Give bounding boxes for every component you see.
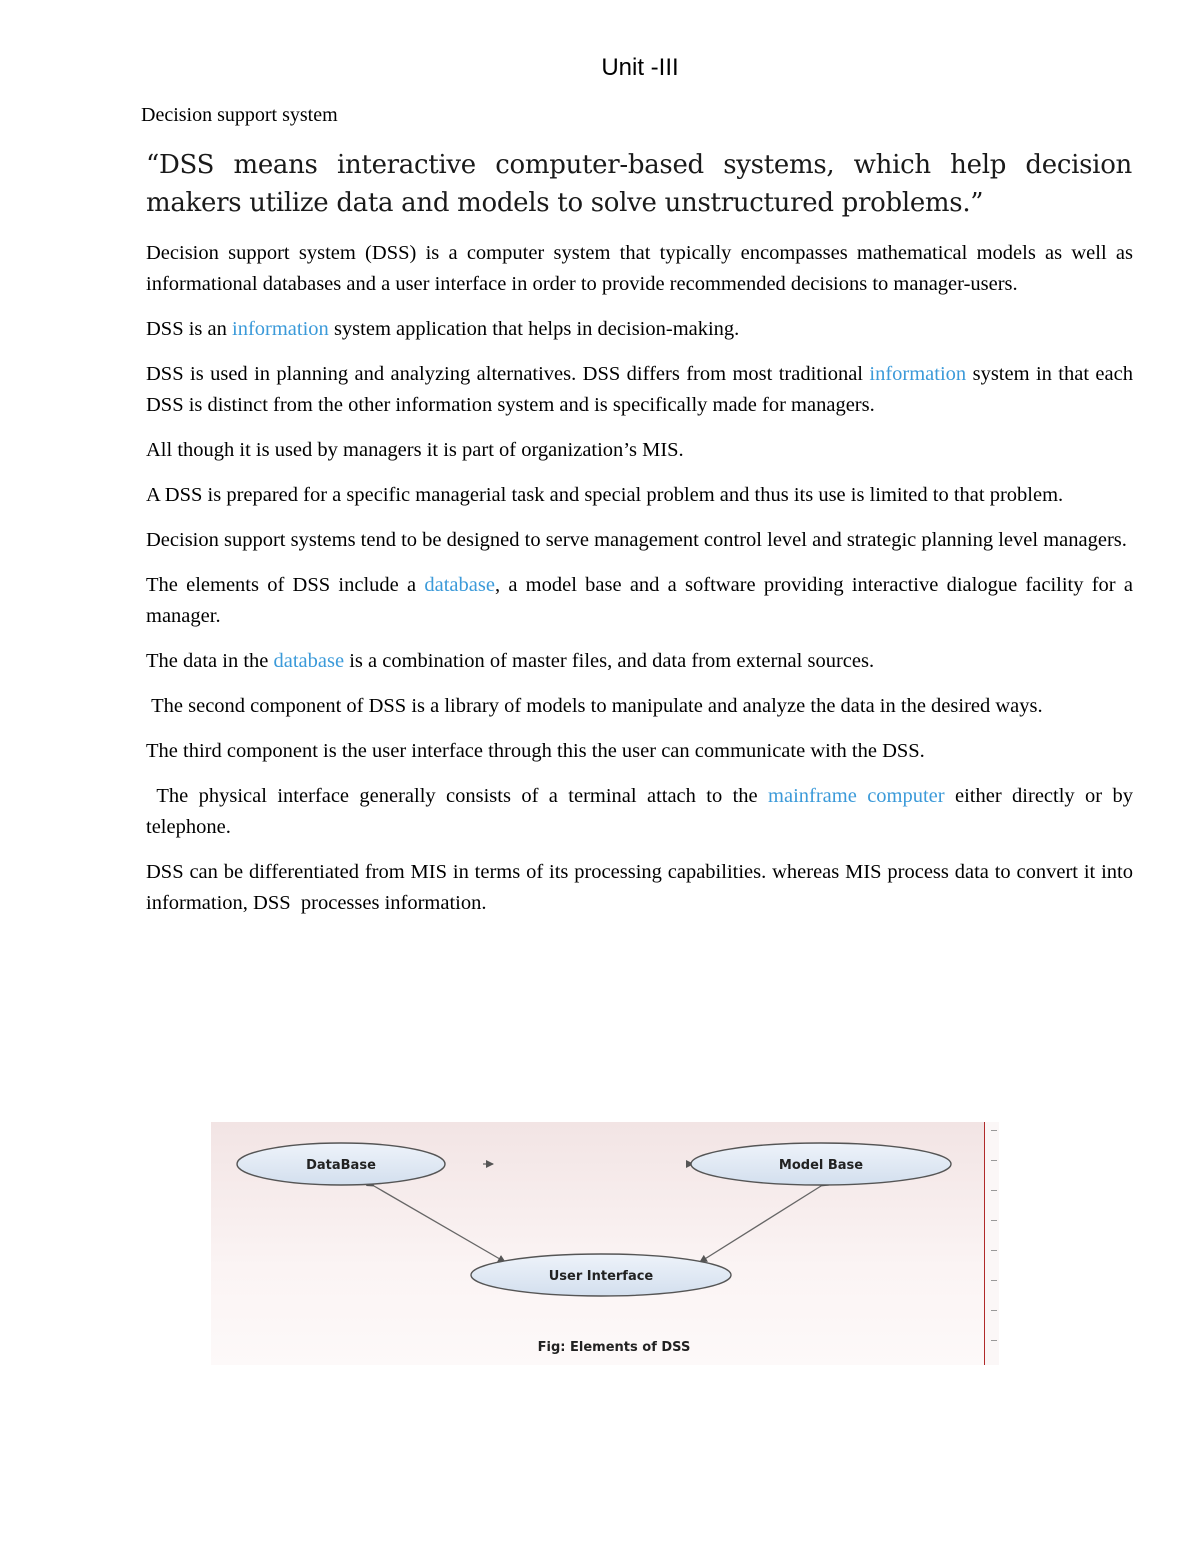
text-run: system in that each DSS is distinct from the other information system and is specifically made for managers. (146, 363, 1133, 416)
ruler-tick (991, 1250, 997, 1251)
text-run: The physical interface generally consists of a terminal attach to the (146, 785, 769, 807)
section-title: Decision support system (141, 104, 338, 126)
paragraph: A DSS is prepared for a specific managerial task and special problem and thus its use is limited to that problem. (146, 484, 1064, 506)
figure-caption: Fig: Elements of DSS (537, 1340, 691, 1355)
ruler-tick (991, 1160, 997, 1161)
database-link[interactable]: database (273, 650, 345, 672)
text-run: system application that helps in decision-making. (328, 318, 740, 340)
paragraph: All though it is used by managers it is part of organization’s MIS. (146, 439, 684, 461)
page-ruler (984, 1122, 999, 1365)
ruler-tick (991, 1310, 997, 1311)
ruler-tick (991, 1130, 997, 1131)
text-run: , a model base and a software providing interactive dialogue facility for a manager. (146, 574, 1133, 627)
text-run: either directly or by telephone. (146, 785, 1133, 838)
database-link[interactable]: database (424, 574, 495, 596)
ruler-tick (991, 1340, 997, 1341)
text-run: DSS is an (146, 318, 233, 340)
paragraph (146, 781, 1133, 843)
paragraph: DSS can be differentiated from MIS in terms of its processing capabilities. whereas MIS process data to convert it into information, DSS processes information. (146, 861, 1133, 914)
text-run: DSS is used in planning and analyzing alternatives. DSS differs from most traditional (146, 363, 870, 385)
paragraph (146, 570, 1133, 632)
mainframe-computer-link[interactable]: mainframe computer (768, 785, 945, 807)
connector-mb-ui (700, 1186, 821, 1262)
paragraph (146, 646, 1133, 677)
connector-db-ui (374, 1186, 505, 1262)
database-node-label: DataBase (306, 1158, 376, 1173)
text-run: The elements of DSS include a (146, 574, 425, 596)
text-run: is a combination of master files, and data from external sources. (344, 650, 875, 672)
paragraph: Decision support system (DSS) is a computer system that typically encompasses mathematical models as well as informational databases and a user interface in order to provide recommended decisions to manager-users. (146, 242, 1133, 295)
dss-elements-figure (211, 1122, 999, 1365)
information-link[interactable]: information (869, 363, 967, 385)
paragraph: The second component of DSS is a library of models to manipulate and analyze the data in the desired ways. (146, 695, 1043, 717)
paragraph: The third component is the user interface through this the user can communicate with the DSS. (146, 740, 925, 762)
paragraph: Decision support systems tend to be designed to serve management control level and strategic planning level managers. (146, 529, 1127, 551)
body-text (146, 238, 1133, 933)
dss-diagram (211, 1122, 985, 1365)
ruler-tick (991, 1280, 997, 1281)
text-run: The data in the (146, 650, 274, 672)
model-base-node-label: Model Base (778, 1158, 864, 1173)
dss-definition-quote: “DSS means interactive computer-based systems, which help decision makers utilize data and models to solve unstructured problems.” (146, 150, 1132, 218)
information-link[interactable]: information (232, 318, 329, 340)
user-interface-node-label: User Interface (548, 1269, 654, 1284)
unit-title: Unit -III (601, 54, 679, 81)
paragraph (146, 359, 1133, 421)
ruler-tick (991, 1190, 997, 1191)
ruler-tick (991, 1220, 997, 1221)
paragraph (146, 314, 1133, 345)
